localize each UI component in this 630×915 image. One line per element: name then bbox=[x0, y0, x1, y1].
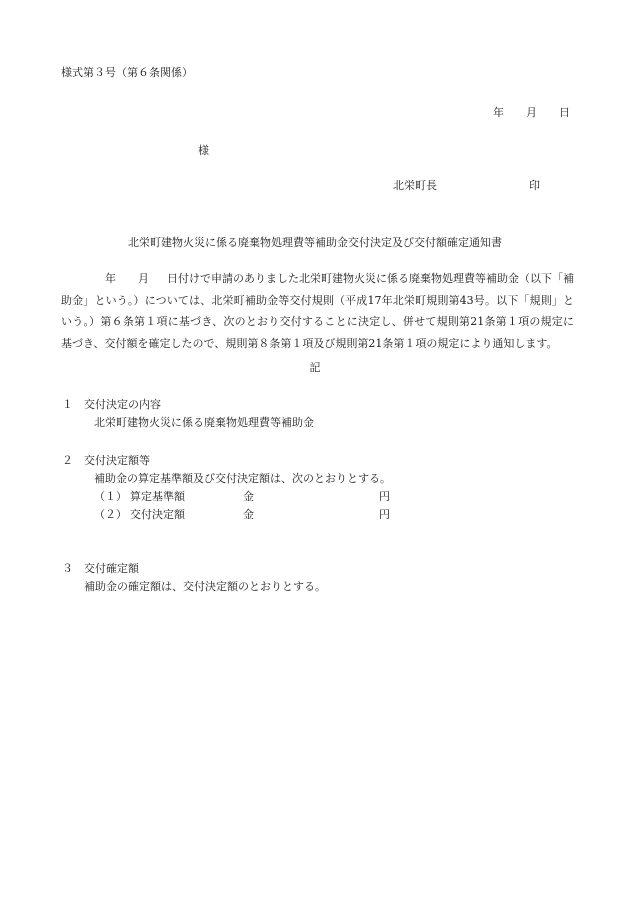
body-month: 月 bbox=[138, 272, 149, 285]
item-label: 交付決定額 bbox=[130, 508, 185, 521]
section-3-title: 交付確定額 bbox=[84, 562, 139, 575]
item-label: 算定基準額 bbox=[130, 490, 185, 503]
body-year: 年 bbox=[105, 272, 116, 285]
section-2-heading bbox=[62, 454, 150, 467]
seal-mark: 印 bbox=[529, 179, 540, 192]
notice-body bbox=[61, 268, 574, 354]
section-1-content: 北栄町建物火災に係る廃棄物処理費等補助金 bbox=[94, 416, 314, 429]
section-2-number: ２ bbox=[62, 454, 73, 467]
section-2-title: 交付決定額等 bbox=[84, 454, 150, 467]
amount-prefix: 金 bbox=[243, 508, 254, 521]
item-index: （１） bbox=[94, 490, 127, 503]
date-line bbox=[493, 106, 570, 119]
document-title: 北栄町建物火災に係る廃棄物処理費等補助金交付決定及び交付額確定通知書 bbox=[128, 236, 502, 249]
issuer bbox=[393, 179, 540, 192]
addressee: 様 bbox=[198, 144, 209, 157]
issuer-title: 北栄町長 bbox=[393, 179, 437, 192]
amount-unit: 円 bbox=[379, 508, 390, 521]
section-1-title: 交付決定の内容 bbox=[84, 398, 161, 411]
section-2-content: 補助金の算定基準額及び交付決定額は、次のとおりとする。 bbox=[94, 472, 391, 485]
form-number: 様式第３号（第６条関係） bbox=[61, 66, 193, 79]
amount-row-grant-decision bbox=[94, 508, 390, 521]
item-index: （２） bbox=[94, 508, 127, 521]
date-year: 年 bbox=[493, 106, 504, 119]
section-1-heading bbox=[62, 398, 161, 411]
section-3-heading bbox=[62, 562, 139, 575]
date-day: 日 bbox=[559, 106, 570, 119]
section-3-content: 補助金の確定額は、交付決定額のとおりとする。 bbox=[84, 580, 326, 593]
amount-unit: 円 bbox=[379, 490, 390, 503]
section-1-number: １ bbox=[62, 398, 73, 411]
section-3-number: ３ bbox=[62, 562, 73, 575]
amount-row-calculation-base bbox=[94, 490, 390, 503]
amount-prefix: 金 bbox=[243, 490, 254, 503]
date-month: 月 bbox=[526, 106, 537, 119]
ki-heading: 記 bbox=[309, 361, 321, 374]
body-text: 日付けで申請のありました北栄町建物火災に係る廃棄物処理費等補助金（以下「補助金」という。）については、北栄町補助金等交付規則（平成17年北栄町規則第43号。以下「規則」という。）第６条第１項に基づき、次のとおり交付することに決定し、併せて規則第21条第１項の規定に基づき、交付額を確定したので、規則第８条第１項及び規則第21条第１項の規定により通知します。 bbox=[61, 272, 574, 350]
